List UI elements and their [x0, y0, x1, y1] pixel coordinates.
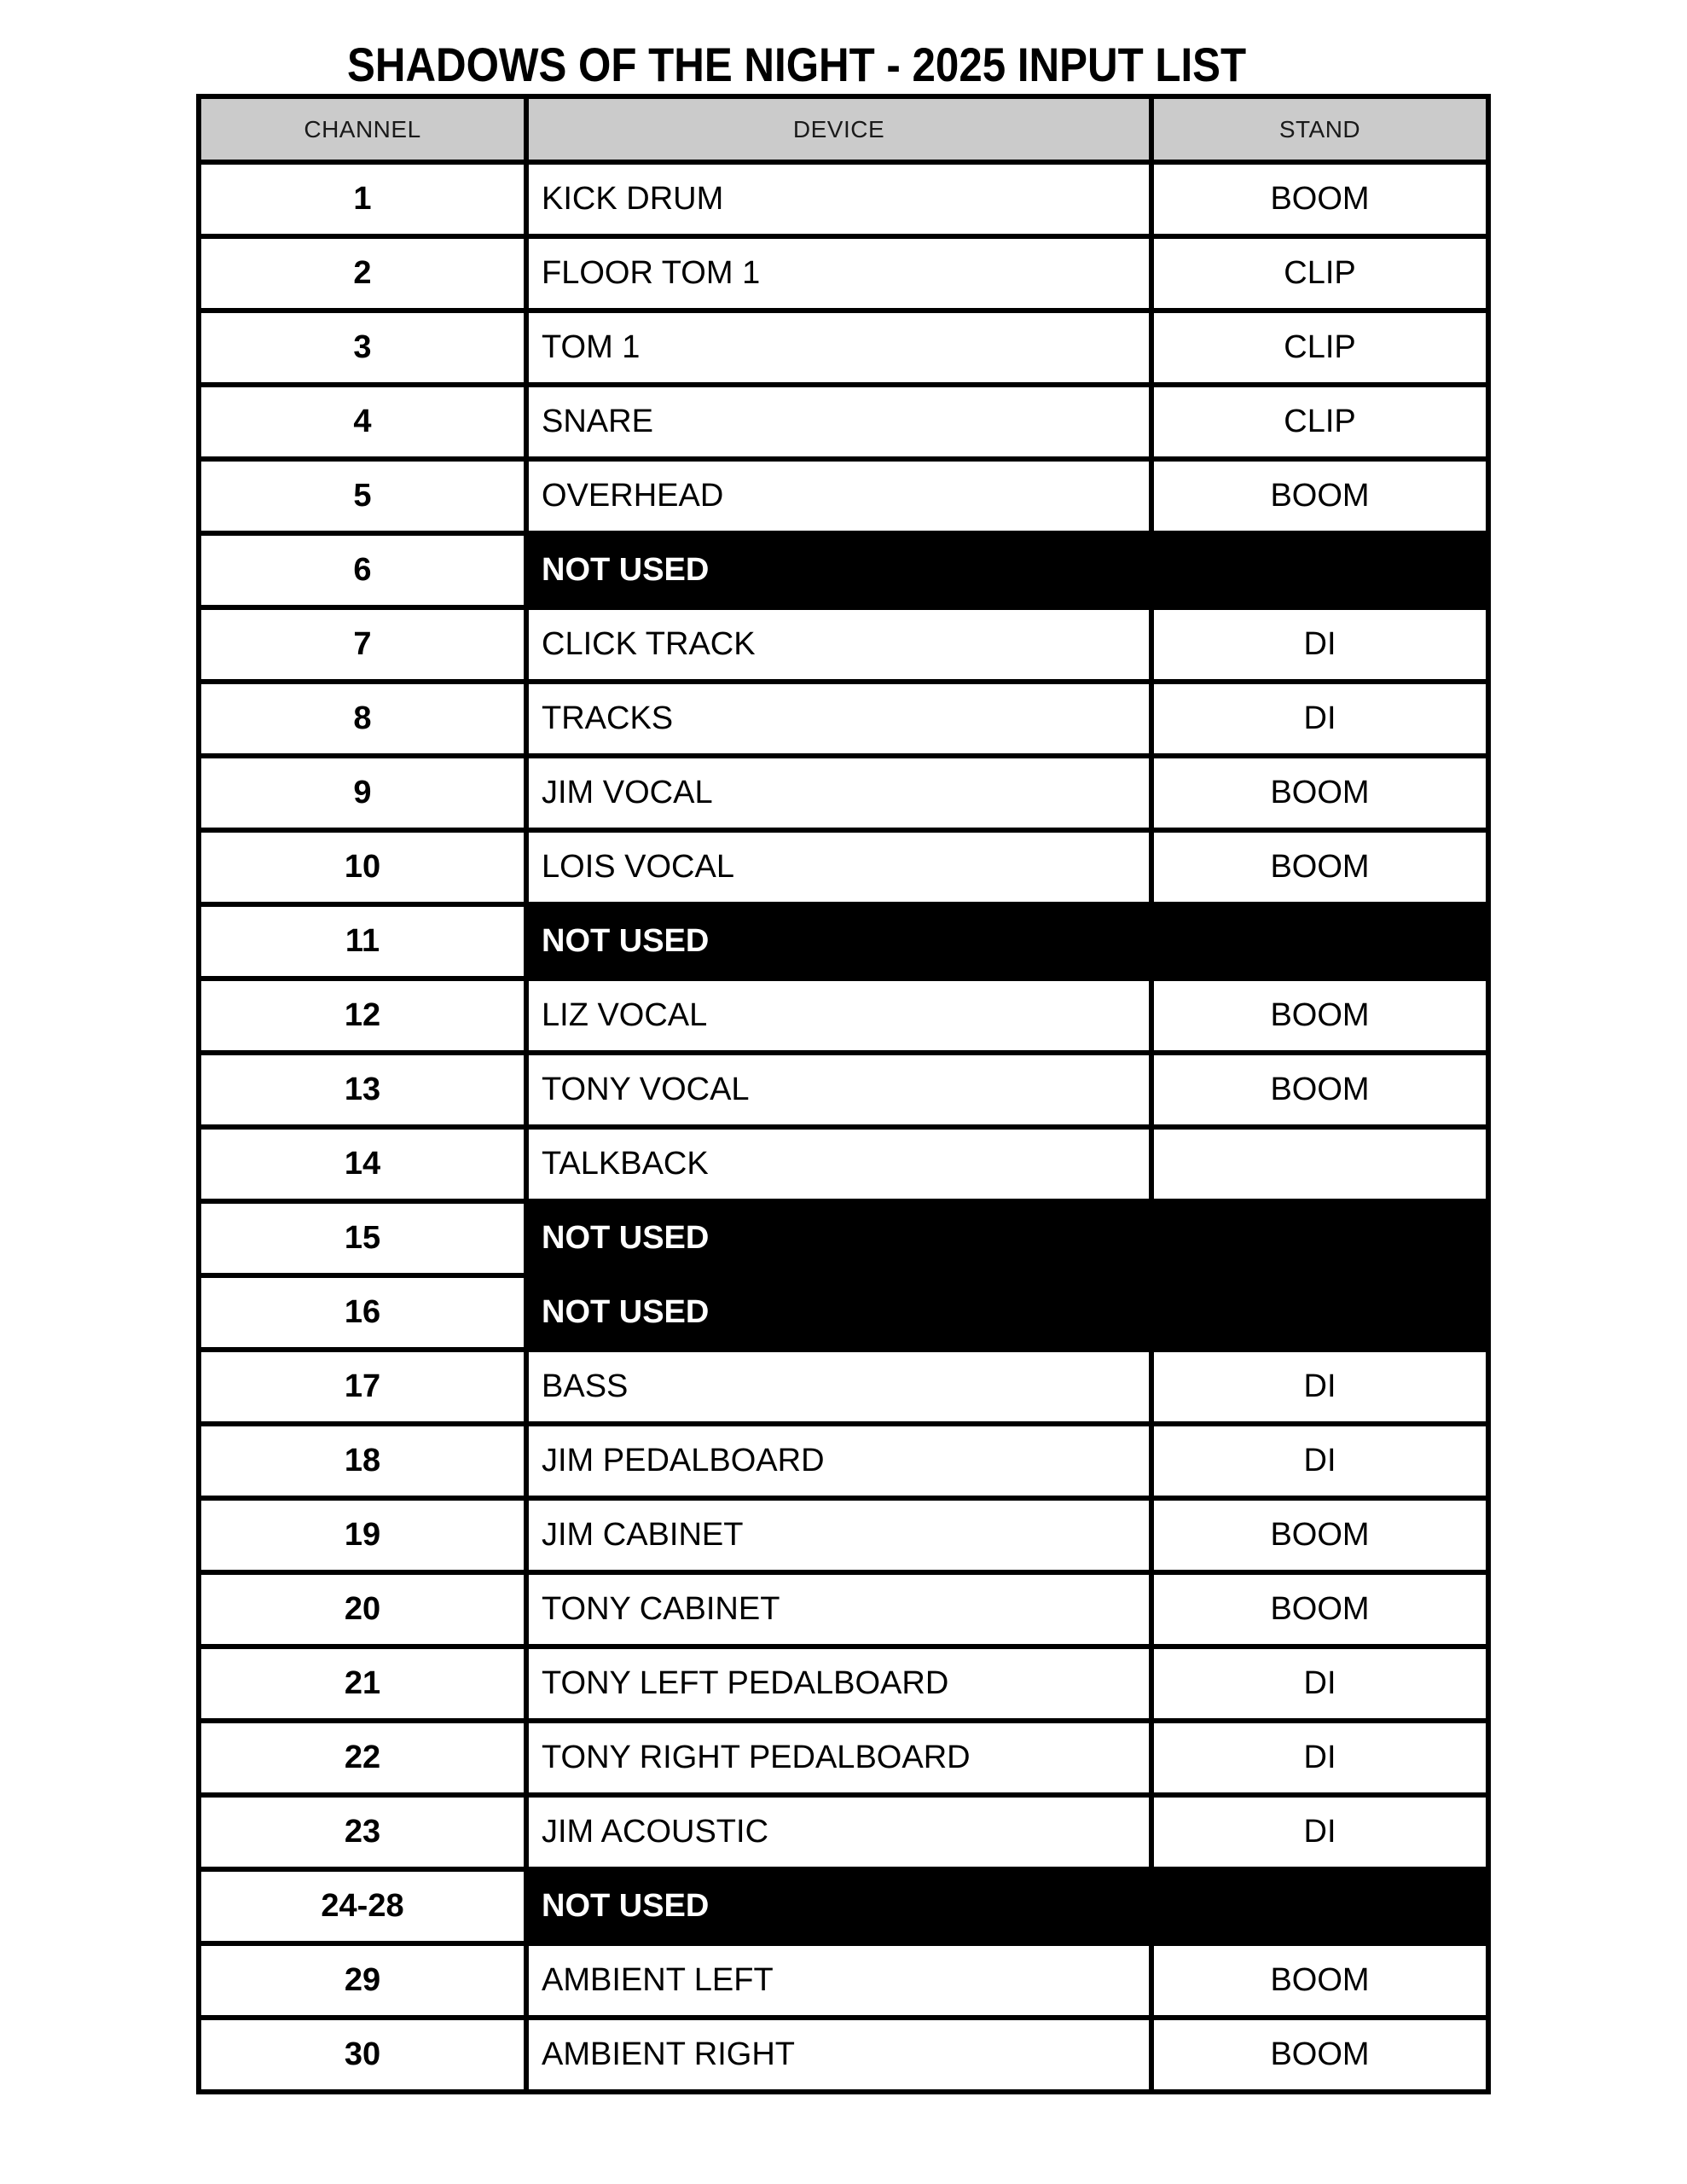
- device-cell: JIM VOCAL: [529, 758, 1149, 828]
- stand-cell: [1154, 1130, 1486, 1199]
- channel-cell: 19: [201, 1501, 524, 1570]
- channel-cell: 5: [201, 462, 524, 531]
- not-used-cell: NOT USED: [529, 1278, 1486, 1347]
- device-cell: AMBIENT LEFT: [529, 1946, 1149, 2015]
- channel-cell: 9: [201, 758, 524, 828]
- channel-cell: 16: [201, 1278, 524, 1347]
- channel-cell: 10: [201, 833, 524, 902]
- stand-cell: BOOM: [1154, 1575, 1486, 1644]
- channel-cell: 13: [201, 1055, 524, 1124]
- channel-cell: 2: [201, 239, 524, 308]
- device-cell: JIM ACOUSTIC: [529, 1798, 1149, 1867]
- channel-cell: 24-28: [201, 1872, 524, 1941]
- not-used-cell: NOT USED: [529, 1872, 1486, 1941]
- device-cell: AMBIENT RIGHT: [529, 2020, 1149, 2089]
- stand-cell: DI: [1154, 1352, 1486, 1421]
- device-cell: SNARE: [529, 387, 1149, 456]
- channel-cell: 22: [201, 1723, 524, 1792]
- stand-cell: BOOM: [1154, 2020, 1486, 2089]
- stand-cell: CLIP: [1154, 313, 1486, 382]
- header-device: DEVICE: [529, 99, 1149, 160]
- device-cell: FLOOR TOM 1: [529, 239, 1149, 308]
- input-list-table: [196, 94, 1491, 2094]
- device-cell: CLICK TRACK: [529, 610, 1149, 679]
- device-cell: KICK DRUM: [529, 165, 1149, 234]
- channel-cell: 21: [201, 1649, 524, 1718]
- header-stand: STAND: [1154, 99, 1486, 160]
- device-cell: JIM PEDALBOARD: [529, 1426, 1149, 1496]
- device-cell: TRACKS: [529, 684, 1149, 753]
- stand-cell: CLIP: [1154, 387, 1486, 456]
- stand-cell: BOOM: [1154, 462, 1486, 531]
- stand-cell: BOOM: [1154, 165, 1486, 234]
- stand-cell: BOOM: [1154, 758, 1486, 828]
- device-cell: TONY VOCAL: [529, 1055, 1149, 1124]
- channel-cell: 17: [201, 1352, 524, 1421]
- stand-cell: DI: [1154, 1723, 1486, 1792]
- channel-cell: 6: [201, 536, 524, 605]
- stand-cell: BOOM: [1154, 1946, 1486, 2015]
- channel-cell: 18: [201, 1426, 524, 1496]
- device-cell: LOIS VOCAL: [529, 833, 1149, 902]
- channel-cell: 3: [201, 313, 524, 382]
- device-cell: LIZ VOCAL: [529, 981, 1149, 1050]
- stand-cell: CLIP: [1154, 239, 1486, 308]
- page-title: SHADOWS OF THE NIGHT - 2025 INPUT LIST: [347, 38, 1247, 91]
- device-cell: JIM CABINET: [529, 1501, 1149, 1570]
- device-cell: OVERHEAD: [529, 462, 1149, 531]
- header-channel: CHANNEL: [201, 99, 524, 160]
- stand-cell: BOOM: [1154, 981, 1486, 1050]
- channel-cell: 8: [201, 684, 524, 753]
- channel-cell: 11: [201, 907, 524, 976]
- channel-cell: 12: [201, 981, 524, 1050]
- device-cell: TONY RIGHT PEDALBOARD: [529, 1723, 1149, 1792]
- device-cell: TONY LEFT PEDALBOARD: [529, 1649, 1149, 1718]
- channel-cell: 1: [201, 165, 524, 234]
- stand-cell: DI: [1154, 684, 1486, 753]
- device-cell: BASS: [529, 1352, 1149, 1421]
- channel-cell: 20: [201, 1575, 524, 1644]
- channel-cell: 15: [201, 1204, 524, 1273]
- stand-cell: DI: [1154, 1426, 1486, 1496]
- channel-cell: 14: [201, 1130, 524, 1199]
- stand-cell: DI: [1154, 1649, 1486, 1718]
- channel-cell: 23: [201, 1798, 524, 1867]
- stand-cell: DI: [1154, 610, 1486, 679]
- channel-cell: 30: [201, 2020, 524, 2089]
- device-cell: TONY CABINET: [529, 1575, 1149, 1644]
- channel-cell: 4: [201, 387, 524, 456]
- channel-cell: 7: [201, 610, 524, 679]
- stand-cell: BOOM: [1154, 1501, 1486, 1570]
- stand-cell: BOOM: [1154, 1055, 1486, 1124]
- not-used-cell: NOT USED: [529, 907, 1486, 976]
- stand-cell: DI: [1154, 1798, 1486, 1867]
- device-cell: TALKBACK: [529, 1130, 1149, 1199]
- not-used-cell: NOT USED: [529, 536, 1486, 605]
- channel-cell: 29: [201, 1946, 524, 2015]
- not-used-cell: NOT USED: [529, 1204, 1486, 1273]
- device-cell: TOM 1: [529, 313, 1149, 382]
- stand-cell: BOOM: [1154, 833, 1486, 902]
